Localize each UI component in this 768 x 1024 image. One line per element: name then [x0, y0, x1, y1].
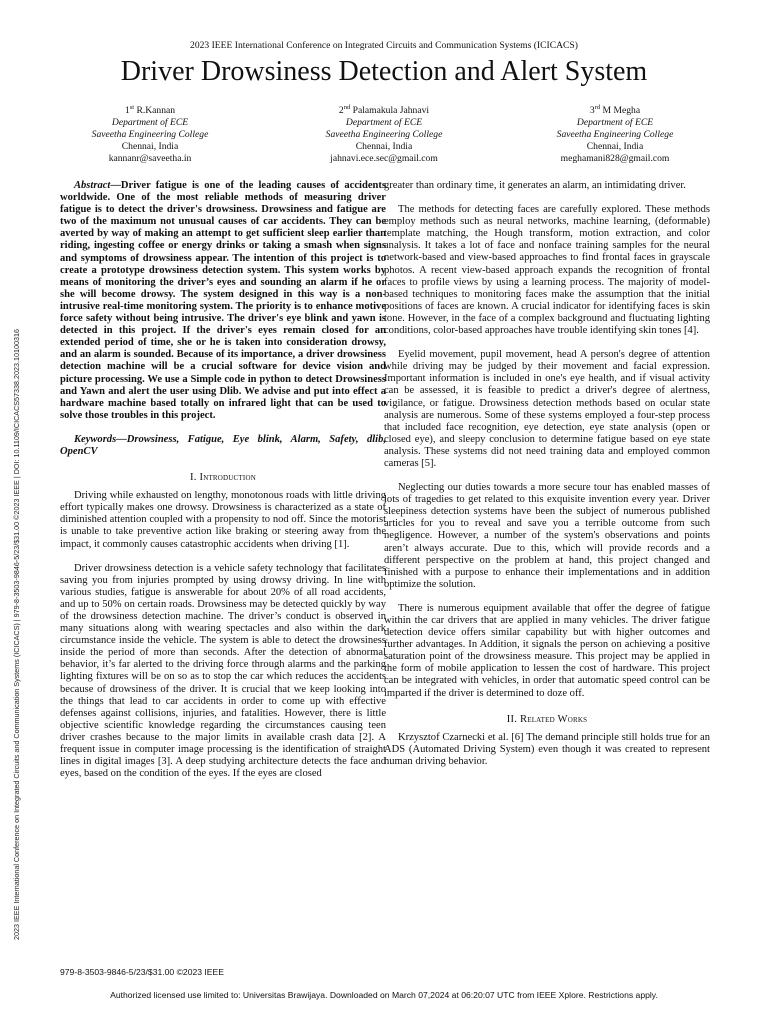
faces-paragraph: The methods for detecting faces are carefully explored. These methods employ methods such as neural networks, machine learning, (deformable) template matching, the Hough transform, motion extraction, and color analysis. It takes a lot of face and nonface training samples for the neural network-based and view-based approaches to find frontal faces in grayscale photos. A recent view-based approach expands the recognition of frontal faces to profile views by using a learning process. The majority of model-based techniques to monitoring faces make the assumption that the initial positions of faces are known. A crucial indicator for identifying faces is skin tone. However, in the face of a complex background and fluctuating lighting conditions, color-based approaches have trouble identifying skin tones [4]. — [384, 204, 710, 337]
section-heading-introduction: I. Introduction — [190, 472, 256, 484]
author-name-line: 1st R.Kannan — [124, 104, 176, 116]
author-block-1 — [50, 105, 250, 165]
author-institution: Saveetha Engineering College — [325, 129, 443, 140]
author-institution: Saveetha Engineering College — [91, 129, 209, 140]
intro-paragraph-2: Driver drowsiness detection is a vehicle safety technology that facilitates saving you from injuries prompted by using drowsy driving. In line with various studies, fatigue is answerable for about 20% of all road accidents, and up to 50% on certain roads. Drowsiness may be detected quickly by way of the drowsiness detection machine. The driver’s conduct is observed in many situations along with wearing spectacles and also within the dark circumstance inside the vehicle. The system is able to detect the drowsiness inside the period of more than seconds. After the detection of abnormal behavior, it’s far alerted to the driving force through alarms and the parking lighting fixtures will be on so as to stop the car which reduces the accidents because of drowsiness of the driver. It is crucial that we keep looking into the things that lead to car accidents in order to come up with effective defenses against collisions, injuries, and fatalities. However, there is little objective scientific knowledge regarding the circumstances causing teen driver crashes because to the major limits in available crash data [2]. A frequent issue in computer image processing is the identification of straight lines in digital images [3]. A deep studying architecture detects the face and eyes, based on the condition of the eyes. If the eyes are closed — [60, 562, 386, 780]
author-block-3 — [515, 105, 715, 165]
section-heading-related-works: II. Related Works — [506, 713, 588, 725]
equipment-paragraph: There is numerous equipment available that offer the degree of fatigue within the car drivers that are applied in many vehicles. The driver fatigue detection device offers similar capability but with higher outcomes and further advantages. In Addition, it signals the person on achieving a positive saturation point of the drowsiness measure. This project may be applied in the form of mobile application to lessen the cost of hardware. This project can be integrated with vehicles, in order that automatic speed control can be imparted if the driver is determined to doze off. — [384, 602, 710, 699]
left-column — [60, 180, 386, 780]
author-location: Chennai, India — [121, 141, 179, 152]
author-dept: Department of ECE — [576, 117, 654, 128]
neglect-paragraph: Neglecting our duties towards a more secure tour has enabled masses of lots of tragedies to get related to this exquisite invention every year. Driver sleepiness detection systems have been the subject of numerous published articles for you to reveal and save you a terrible outcome from such negligence. However, a number of the system's observations and points aren’t always accurate. Due to this, which will provide records and a different perspective on the problem at hand, this project changed and finished with a purpose to enhance their implementations and in addition optimize the solution. — [384, 482, 710, 590]
sidebar-citation: 2023 IEEE International Conference on Integrated Circuits and Communication Systems (ICICACS) | 979-8-3503-9846-5/23/$31.00 ©2023 IEEE | DOI: 10.1109/ICICACS57338.2023.10100316 — [12, 328, 21, 940]
paper-title: Driver Drowsiness Detection and Alert System — [120, 56, 648, 87]
keywords: Keywords—Drowsiness, Fatigue, Eye blink, Alarm, Safety, dlib, OpenCV — [60, 433, 386, 457]
author-email: kannanr@saveetha.in — [108, 153, 192, 164]
right-column — [384, 180, 710, 768]
author-institution: Saveetha Engineering College — [556, 129, 674, 140]
author-location: Chennai, India — [586, 141, 644, 152]
author-name-line: 2nd Palamakula Jahnavi — [338, 104, 430, 116]
author-block-2 — [284, 105, 484, 165]
footer-isbn: 979-8-3503-9846-5/23/$31.00 ©2023 IEEE — [60, 967, 225, 977]
footer-license: Authorized licensed use limited to: Universitas Brawijaya. Downloaded on March 07,2024 at 06:20:07 UTC from IEEE Xplore. Restrictions apply. — [110, 990, 658, 1000]
author-email: meghamani828@gmail.com — [560, 153, 670, 164]
continued-paragraph: greater than ordinary time, it generates an alarm, an intimidating driver. — [384, 180, 686, 191]
author-dept: Department of ECE — [111, 117, 189, 128]
author-location: Chennai, India — [355, 141, 413, 152]
abstract: Abstract—Driver fatigue is one of the leading causes of accidents worldwide. One of the most reliable methods of measuring driver fatigue is to detect the driver's drowsiness. Drowsiness and fatigue are two of the maximum not unusual causes of car accidents. They can be averted by way of making an attempt to get sufficient sleep earlier than riding, ingesting coffee or energy drinks or taking a smash when signs and symptoms of drowsiness appear. The intention of this project is to create a prototype drowsiness detection system. This system works by means of monitoring the driver’s eyes and sounding an alarm if he or she will become drowsy. The system designed in this way is a non-intrusive real-time monitoring system. The priority is to enhance motive force safety without being intrusive. The driver's eye blink and yawn is detected in this project. If the driver's eyes remain closed for an extended period of time, she or he is taken into consideration drowsy, and an alarm is sounded. Because of its importance, a driver drowsiness detection machine will be a crucial software for device vision and picture processing. We use a Simple code in python to detect Drowsiness and Yawn and alert the user using Dlib. We advise and put into effect a hardware machine based totally on infrared light that can be used to solve those troubles in this project. — [60, 180, 386, 421]
author-email: jahnavi.ece.sec@gmail.com — [330, 153, 438, 164]
author-name-line: 3rd M Megha — [589, 104, 641, 116]
conference-name: 2023 IEEE International Conference on Integrated Circuits and Communication Systems (ICICACS) — [190, 40, 578, 51]
intro-paragraph-1: Driving while exhausted on lengthy, monotonous roads with little driving effort typically makes one drowsy. Drowsiness is characterized as a state of diminished attention coupled with a propensity to nod off. Since the motorist is unable to take preventive action like braking or steering away from the impact, it commonly causes catastrophic accidents when driving [1]. — [60, 490, 386, 550]
author-dept: Department of ECE — [345, 117, 423, 128]
eyelid-paragraph: Eyelid movement, pupil movement, head A person's degree of attention while driving may be judged by their movement and facial expression. Important information is included in one's eye health, and if visual activity can be assessed, it is feasible to predict a driver's degree of alertness, vigilance, or fatigue. Drowsiness detection methods based on ocular state analysis are numerous. Some of these systems employed a four-step process that included face recognition, eye detection, eye state analysis (open or closed eye), and sleepy conclusion to determine fatigue based on eye state analysis. These systems did not need training data and employed common cameras [5]. — [384, 349, 710, 469]
related-paragraph: Krzysztof Czarnecki et al. [6] The demand principle still holds true for an ADS (Automated Driving System) even though it was created to represent human driving behavior. — [384, 731, 710, 767]
